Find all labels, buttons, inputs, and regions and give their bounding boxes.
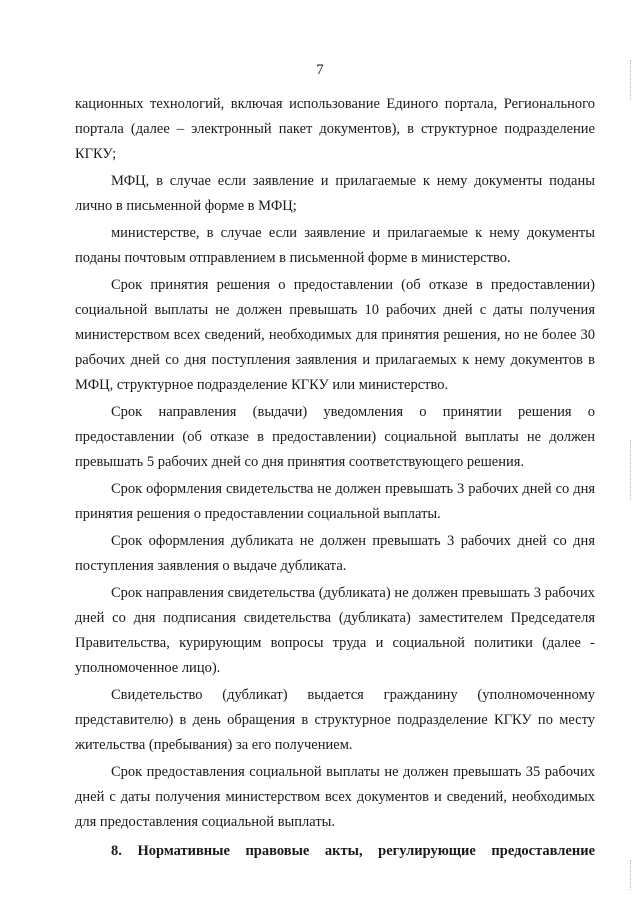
page-number: 7 [316, 62, 324, 78]
scan-edge-mark [630, 860, 632, 890]
paragraph: кационных технологий, включая использование Единого портала, Регионального портала (далее – электронный пакет документов), в структурное подразделение КГКУ; [75, 96, 595, 162]
paragraph: Срок направления (выдачи) уведомления о принятии решения о предоставлении (об отказе в предоставлении) социальной выплаты не должен превышать 5 рабочих дней со дня принятия соответствующего решения. [75, 404, 595, 470]
paragraph: Срок направления свидетельства (дубликата) не должен превышать 3 рабочих дней со дня подписания свидетельства (дубликата) заместителем Председателя Правительства, курирующим вопросы труда и социальной политики (далее - уполномоченное лицо). [75, 585, 595, 676]
document-body [75, 92, 595, 879]
paragraph: Срок предоставления социальной выплаты не должен превышать 35 рабочих дней с даты получения министерством всех документов и сведений, необходимых для предоставления социальной выплаты. [75, 764, 595, 830]
paragraph: Срок принятия решения о предоставлении (об отказе в предоставлении) социальной выплаты не должен превышать 10 рабочих дней с даты получения министерством всех сведений, необходимых для принятия решения, но не более 30 рабочих дней со дня поступления заявления и прилагаемых к нему документов в МФЦ, структурное подразделение КГКУ или министерство. [75, 277, 595, 393]
paragraph: Срок оформления свидетельства не должен превышать 3 рабочих дней со дня принятия решения о предоставлении социальной выплаты. [75, 481, 595, 522]
paragraph: министерстве, в случае если заявление и прилагаемые к нему документы поданы почтовым отправлением в письменной форме в министерство. [75, 225, 595, 266]
paragraph: Срок оформления дубликата не должен превышать 3 рабочих дней со дня поступления заявления о выдаче дубликата. [75, 533, 595, 574]
paragraph: МФЦ, в случае если заявление и прилагаемые к нему документы поданы лично в письменной форме в МФЦ; [75, 173, 595, 214]
section-heading: 8. Нормативные правовые акты, регулирующие предоставление [111, 843, 595, 859]
scan-edge-mark [630, 440, 632, 500]
scan-edge-mark [630, 60, 632, 100]
paragraph: Свидетельство (дубликат) выдается гражданину (уполномоченному представителю) в день обращения в структурное подразделение КГКУ по месту жительства (пребывания) за его получением. [75, 687, 595, 753]
